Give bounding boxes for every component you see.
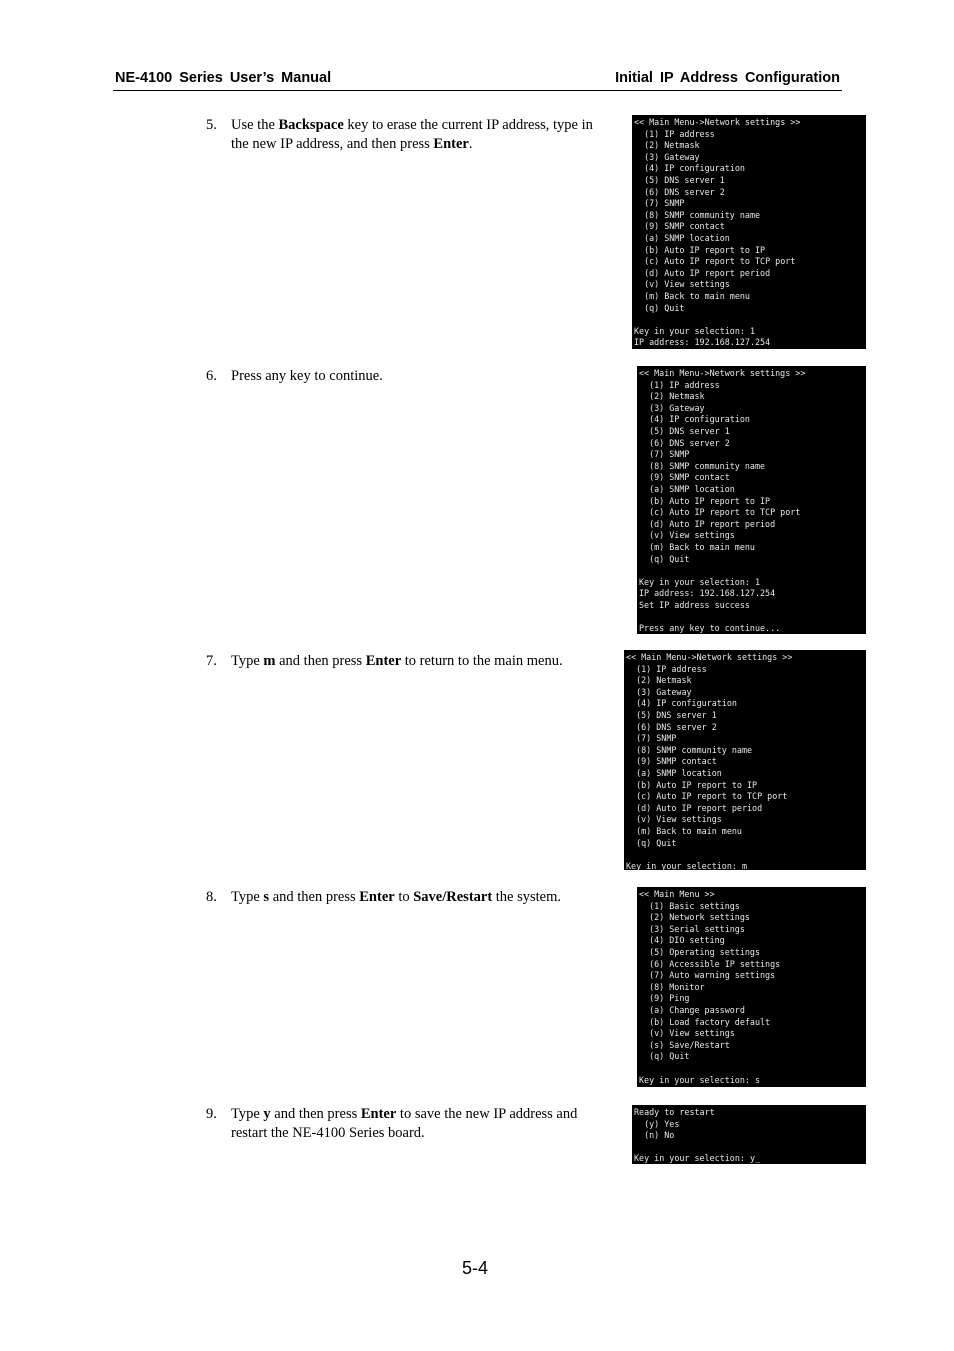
terminal-line: (s) Save/Restart	[639, 1039, 730, 1050]
step-number: 5.	[206, 117, 217, 133]
step-text: Press any key to continue.	[231, 368, 383, 384]
terminal-line: (2) Netmask	[626, 675, 692, 686]
terminal-line	[634, 1142, 866, 1154]
terminal-line: (b) Auto IP report to IP	[634, 244, 766, 255]
terminal-line: (4) IP configuration	[639, 414, 750, 425]
terminal-line	[639, 565, 866, 577]
page-number: 5-4	[462, 1258, 489, 1278]
terminal-line: Key in your selection: y_	[634, 1153, 761, 1164]
terminal-line: (a) Change password	[639, 1004, 745, 1015]
step-8	[206, 888, 598, 907]
terminal-line: (4) IP configuration	[634, 163, 745, 174]
terminal-line: (y) Yes	[634, 1118, 680, 1129]
terminal-line: (8) SNMP community name	[639, 460, 766, 471]
terminal-line: (q) Quit	[639, 1051, 690, 1062]
step-9	[206, 1105, 598, 1143]
step-text: Type m and then press Enter to return to the main menu.	[231, 653, 563, 669]
terminal-line: (4) IP configuration	[626, 698, 737, 709]
terminal-line: (9) Ping	[639, 993, 690, 1004]
terminal-line: (v) View settings	[626, 814, 722, 825]
terminal-line: Key in your selection: s	[639, 1074, 761, 1085]
terminal-line: IP address: 192.168.127.254	[639, 588, 776, 599]
terminal-line: (9) SNMP contact	[626, 756, 717, 767]
terminal-line: (3) Serial settings	[639, 923, 745, 934]
terminal-line: (2) Netmask	[639, 391, 705, 402]
terminal-line: (d) Auto IP report period	[626, 802, 763, 813]
terminal-line: (6) DNS server 2	[626, 721, 717, 732]
terminal-line: (a) SNMP location	[639, 483, 735, 494]
terminal-line: (m) Back to main menu	[634, 290, 750, 301]
terminal-line: << Main Menu->Network settings >>	[639, 368, 806, 378]
terminal-line: (1) Basic settings	[639, 900, 740, 911]
terminal-line: (c) Auto IP report to TCP port	[639, 507, 801, 518]
terminal-line: (8) SNMP community name	[634, 209, 761, 220]
terminal-line: (7) SNMP	[634, 198, 685, 209]
terminal-screenshot	[632, 1105, 866, 1164]
terminal-screenshot	[637, 366, 866, 634]
terminal-line: (3) Gateway	[626, 686, 692, 697]
terminal-line: (2) Netmask	[634, 140, 700, 151]
terminal-line: (n) No	[634, 1130, 675, 1141]
terminal-line: (q) Quit	[626, 837, 677, 848]
terminal-line: (v) View settings	[639, 1028, 735, 1039]
terminal-line: << Main Menu >>	[639, 889, 715, 899]
terminal-line: (d) Auto IP report period	[634, 267, 771, 278]
terminal-line: (b) Load factory default	[639, 1016, 771, 1027]
terminal-line: (m) Back to main menu	[639, 541, 755, 552]
terminal-line: (6) Accessible IP settings	[639, 958, 781, 969]
terminal-line: (7) SNMP	[626, 733, 677, 744]
terminal-line: (8) Monitor	[639, 981, 705, 992]
terminal-line: (5) DNS server 1	[626, 709, 717, 720]
terminal-line: (a) SNMP location	[634, 232, 730, 243]
terminal-line: Set IP address success	[639, 599, 750, 610]
terminal-line: (1) IP address	[639, 379, 720, 390]
terminal-line: Ready to restart	[634, 1107, 715, 1117]
terminal-line	[634, 314, 866, 326]
step-6	[206, 367, 598, 386]
step-number: 9.	[206, 1106, 217, 1122]
terminal-line: (b) Auto IP report to IP	[626, 779, 758, 790]
terminal-line: (7) SNMP	[639, 449, 690, 460]
terminal-line: (5) DNS server 1	[639, 425, 730, 436]
terminal-line: (1) IP address	[626, 663, 707, 674]
terminal-line: Key in your selection: 1	[639, 576, 761, 587]
terminal-line: (b) Auto IP report to IP	[639, 495, 771, 506]
terminal-line: << Main Menu->Network settings >>	[626, 652, 793, 662]
terminal-line: (q) Quit	[634, 302, 685, 313]
terminal-line: (7) Auto warning settings	[639, 970, 776, 981]
terminal-line: IP address: 192.168.127.254	[634, 337, 771, 348]
manual-title: NE-4100 Series User’s Manual	[115, 70, 332, 86]
terminal-line: (5) Operating settings	[639, 946, 761, 957]
terminal-line: (d) Auto IP report period	[639, 518, 776, 529]
step-7	[206, 652, 598, 671]
terminal-line: (2) Network settings	[639, 912, 750, 923]
terminal-line	[626, 849, 866, 861]
step-number: 6.	[206, 368, 217, 384]
terminal-line: (v) View settings	[634, 279, 730, 290]
terminal-line: Key in your selection: 1	[634, 325, 756, 336]
terminal-screenshot	[624, 650, 866, 870]
terminal-line: (3) Gateway	[634, 151, 700, 162]
step-5	[206, 116, 598, 154]
terminal-line: Key in your selection: m_	[626, 860, 753, 870]
terminal-screenshot	[632, 115, 866, 349]
terminal-line: (9) SNMP contact	[639, 472, 730, 483]
terminal-line: (1) IP address	[634, 128, 715, 139]
terminal-line: << Main Menu->Network settings >>	[634, 117, 801, 127]
terminal-line	[639, 611, 866, 623]
terminal-line: (q) Quit	[639, 553, 690, 564]
step-text: Use the Backspace key to erase the current IP address, type in the new IP address, and then press Enter.	[231, 117, 593, 152]
terminal-line: (3) Gateway	[639, 402, 705, 413]
step-text: Type s and then press Enter to Save/Restart the system.	[231, 889, 562, 905]
terminal-screenshot	[637, 887, 866, 1087]
page-header	[113, 66, 842, 91]
terminal-line: (8) SNMP community name	[626, 744, 753, 755]
terminal-line: (6) DNS server 2	[639, 437, 730, 448]
terminal-line: (a) SNMP location	[626, 767, 722, 778]
step-text: Type y and then press Enter to save the new IP address and restart the NE-4100 Series board.	[231, 1106, 578, 1141]
terminal-line: (4) DIO setting	[639, 935, 725, 946]
terminal-line: (9) SNMP contact	[634, 221, 725, 232]
terminal-line: (m) Back to main menu	[626, 825, 742, 836]
step-number: 8.	[206, 889, 217, 905]
terminal-line: (c) Auto IP report to TCP port	[626, 791, 788, 802]
terminal-line: (5) DNS server 1	[634, 174, 725, 185]
terminal-line: (c) Auto IP report to TCP port	[634, 256, 796, 267]
terminal-line: (6) DNS server 2	[634, 186, 725, 197]
section-title: Initial IP Address Configuration	[615, 70, 840, 86]
terminal-line: (v) View settings	[639, 530, 735, 541]
step-number: 7.	[206, 653, 217, 669]
terminal-line	[639, 1063, 866, 1075]
terminal-line: Press any key to continue...	[639, 623, 781, 634]
